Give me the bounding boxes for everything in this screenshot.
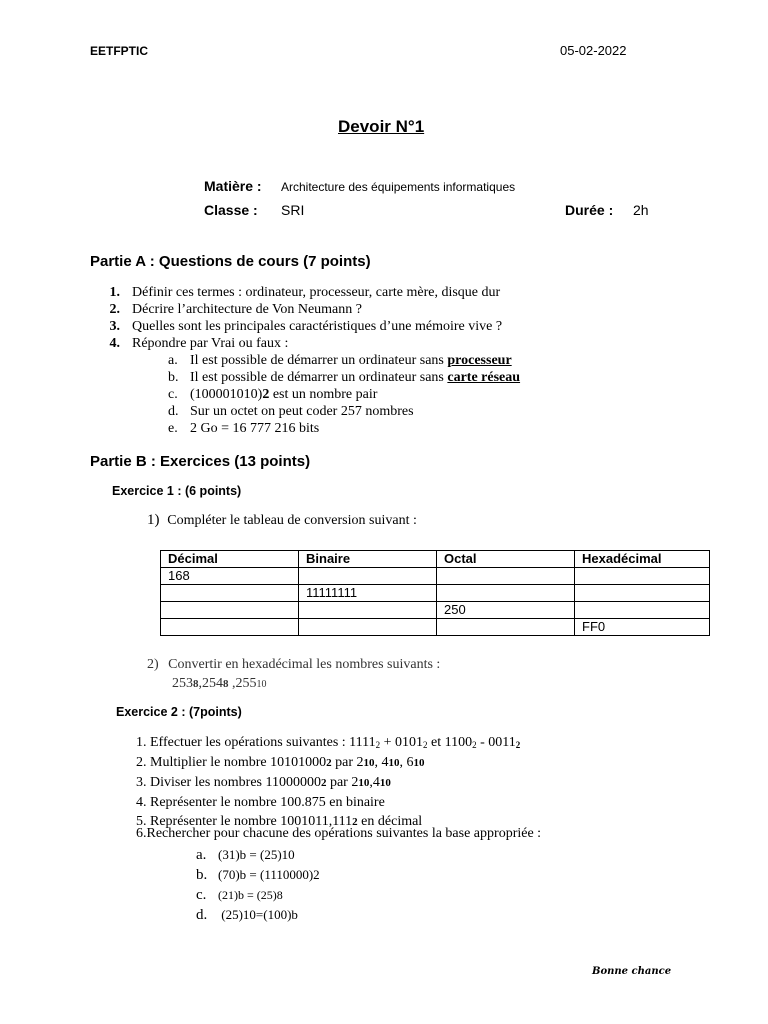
- base-list: [196, 845, 320, 925]
- table-cell: [161, 602, 299, 619]
- table-row: [161, 619, 710, 636]
- duree-value: 2h: [633, 202, 649, 218]
- conversion-table: [160, 550, 710, 636]
- table-row: [161, 585, 710, 602]
- column-header: Décimal: [161, 551, 299, 568]
- duree-label: Durée :: [565, 202, 614, 218]
- table-row: [161, 602, 710, 619]
- table-cell: FF0: [575, 619, 710, 636]
- closing-signoff: Bonne chance: [592, 966, 672, 977]
- part-a-title: Partie A : Questions de cours (7 points): [90, 253, 371, 270]
- operation-3: 3. Diviser les nombres 110000002 par 210,410: [136, 775, 391, 790]
- vf-item-e: e. 2 Go = 16 777 216 bits: [168, 421, 320, 436]
- table-cell: [299, 568, 437, 585]
- table-cell: [575, 585, 710, 602]
- operation-1: 1. Effectuer les opérations suivantes : $1111_2 + 0101_2$ et $1100_2 - 0011_2$: [136, 735, 521, 750]
- part-b-title: Partie B : Exercices (13 points): [90, 453, 311, 470]
- part-a-questions: 1. Définir ces termes : ordinateur, processeur, carte mère, disque dur 2. Décrire l’architecture de Von Neumann ? 3. Quelles sont les principales caractéristiques d’une mémoire vive ? 4. Répondre par Vrai ou faux : a. Il est possible de démarrer un ordinateur sans processeur b. Il est possible de démarrer un ordinateur sans carte réseau c. (100001010)2 est un nombre pair d. Sur un octet on peut coder 257 nombres e. 2 Go = 16 777 216 bits: [109, 285, 521, 436]
- exercise-1-title: Exercice 1 : (6 points): [112, 484, 242, 498]
- column-header: Hexadécimal: [575, 551, 710, 568]
- classe-label: Classe :: [204, 202, 258, 218]
- table-cell: [299, 602, 437, 619]
- table-cell: [437, 585, 575, 602]
- table-header-row: [161, 551, 710, 568]
- base-item-b: b. (70)b = (1110000)2: [196, 867, 320, 883]
- exercise-1-question-1: 1) Compléter le tableau de conversion suivant :: [147, 512, 417, 528]
- exercise-1-question-2: 2) Convertir en hexadécimal les nombres suivants :: [147, 657, 441, 672]
- vf-item-b: b. Il est possible de démarrer un ordinateur sans carte réseau: [168, 370, 521, 385]
- exercise-2-operations: [136, 733, 736, 832]
- column-header: Binaire: [299, 551, 437, 568]
- column-header: Octal: [437, 551, 575, 568]
- table-cell: [575, 568, 710, 585]
- exercise-1-numbers: 2538,2548 ,25510: [172, 676, 267, 691]
- exercise-2-title: Exercice 2 : (7points): [116, 705, 242, 719]
- page-title: Devoir N°1: [338, 117, 425, 136]
- operation-6: 6.Rechercher pour chacune des opérations suivantes la base appropriée :: [136, 826, 542, 841]
- base-item-a: a. (31)b = (25)10: [196, 847, 295, 863]
- vf-item-d: d. Sur un octet on peut coder 257 nombres: [168, 404, 414, 419]
- table-cell: [437, 568, 575, 585]
- matiere-value: Architecture des équipements informatiques: [281, 180, 516, 194]
- operation-2: 2. Multiplier le nombre 101010002 par 210, 410, 610: [136, 755, 425, 770]
- classe-value: SRI: [281, 202, 305, 218]
- base-item-d: d. (25)10=(100)b: [196, 907, 298, 923]
- school-name: EETFPTIC: [90, 44, 149, 58]
- table-cell: 250: [437, 602, 575, 619]
- operation-4: 4. Représenter le nombre 100.875 en binaire: [136, 795, 385, 810]
- matiere-label: Matière :: [204, 178, 262, 194]
- table-cell: [437, 619, 575, 636]
- table-cell: [575, 602, 710, 619]
- table-cell: 168: [161, 568, 299, 585]
- base-item-c: c. (21)b = (25)8: [196, 887, 283, 903]
- document-date: 05-02-2022: [560, 43, 627, 58]
- vf-item-a: a. Il est possible de démarrer un ordinateur sans processeur: [168, 353, 512, 368]
- operation-5: 5. Représenter le nombre 1001011,1112 en décimal: [136, 814, 423, 829]
- table-row: [161, 568, 710, 585]
- table-cell: 11111111: [299, 585, 437, 602]
- vf-item-c: c. (100001010)2 est un nombre pair: [168, 387, 378, 402]
- table-cell: [161, 619, 299, 636]
- table-cell: [161, 585, 299, 602]
- table-cell: [299, 619, 437, 636]
